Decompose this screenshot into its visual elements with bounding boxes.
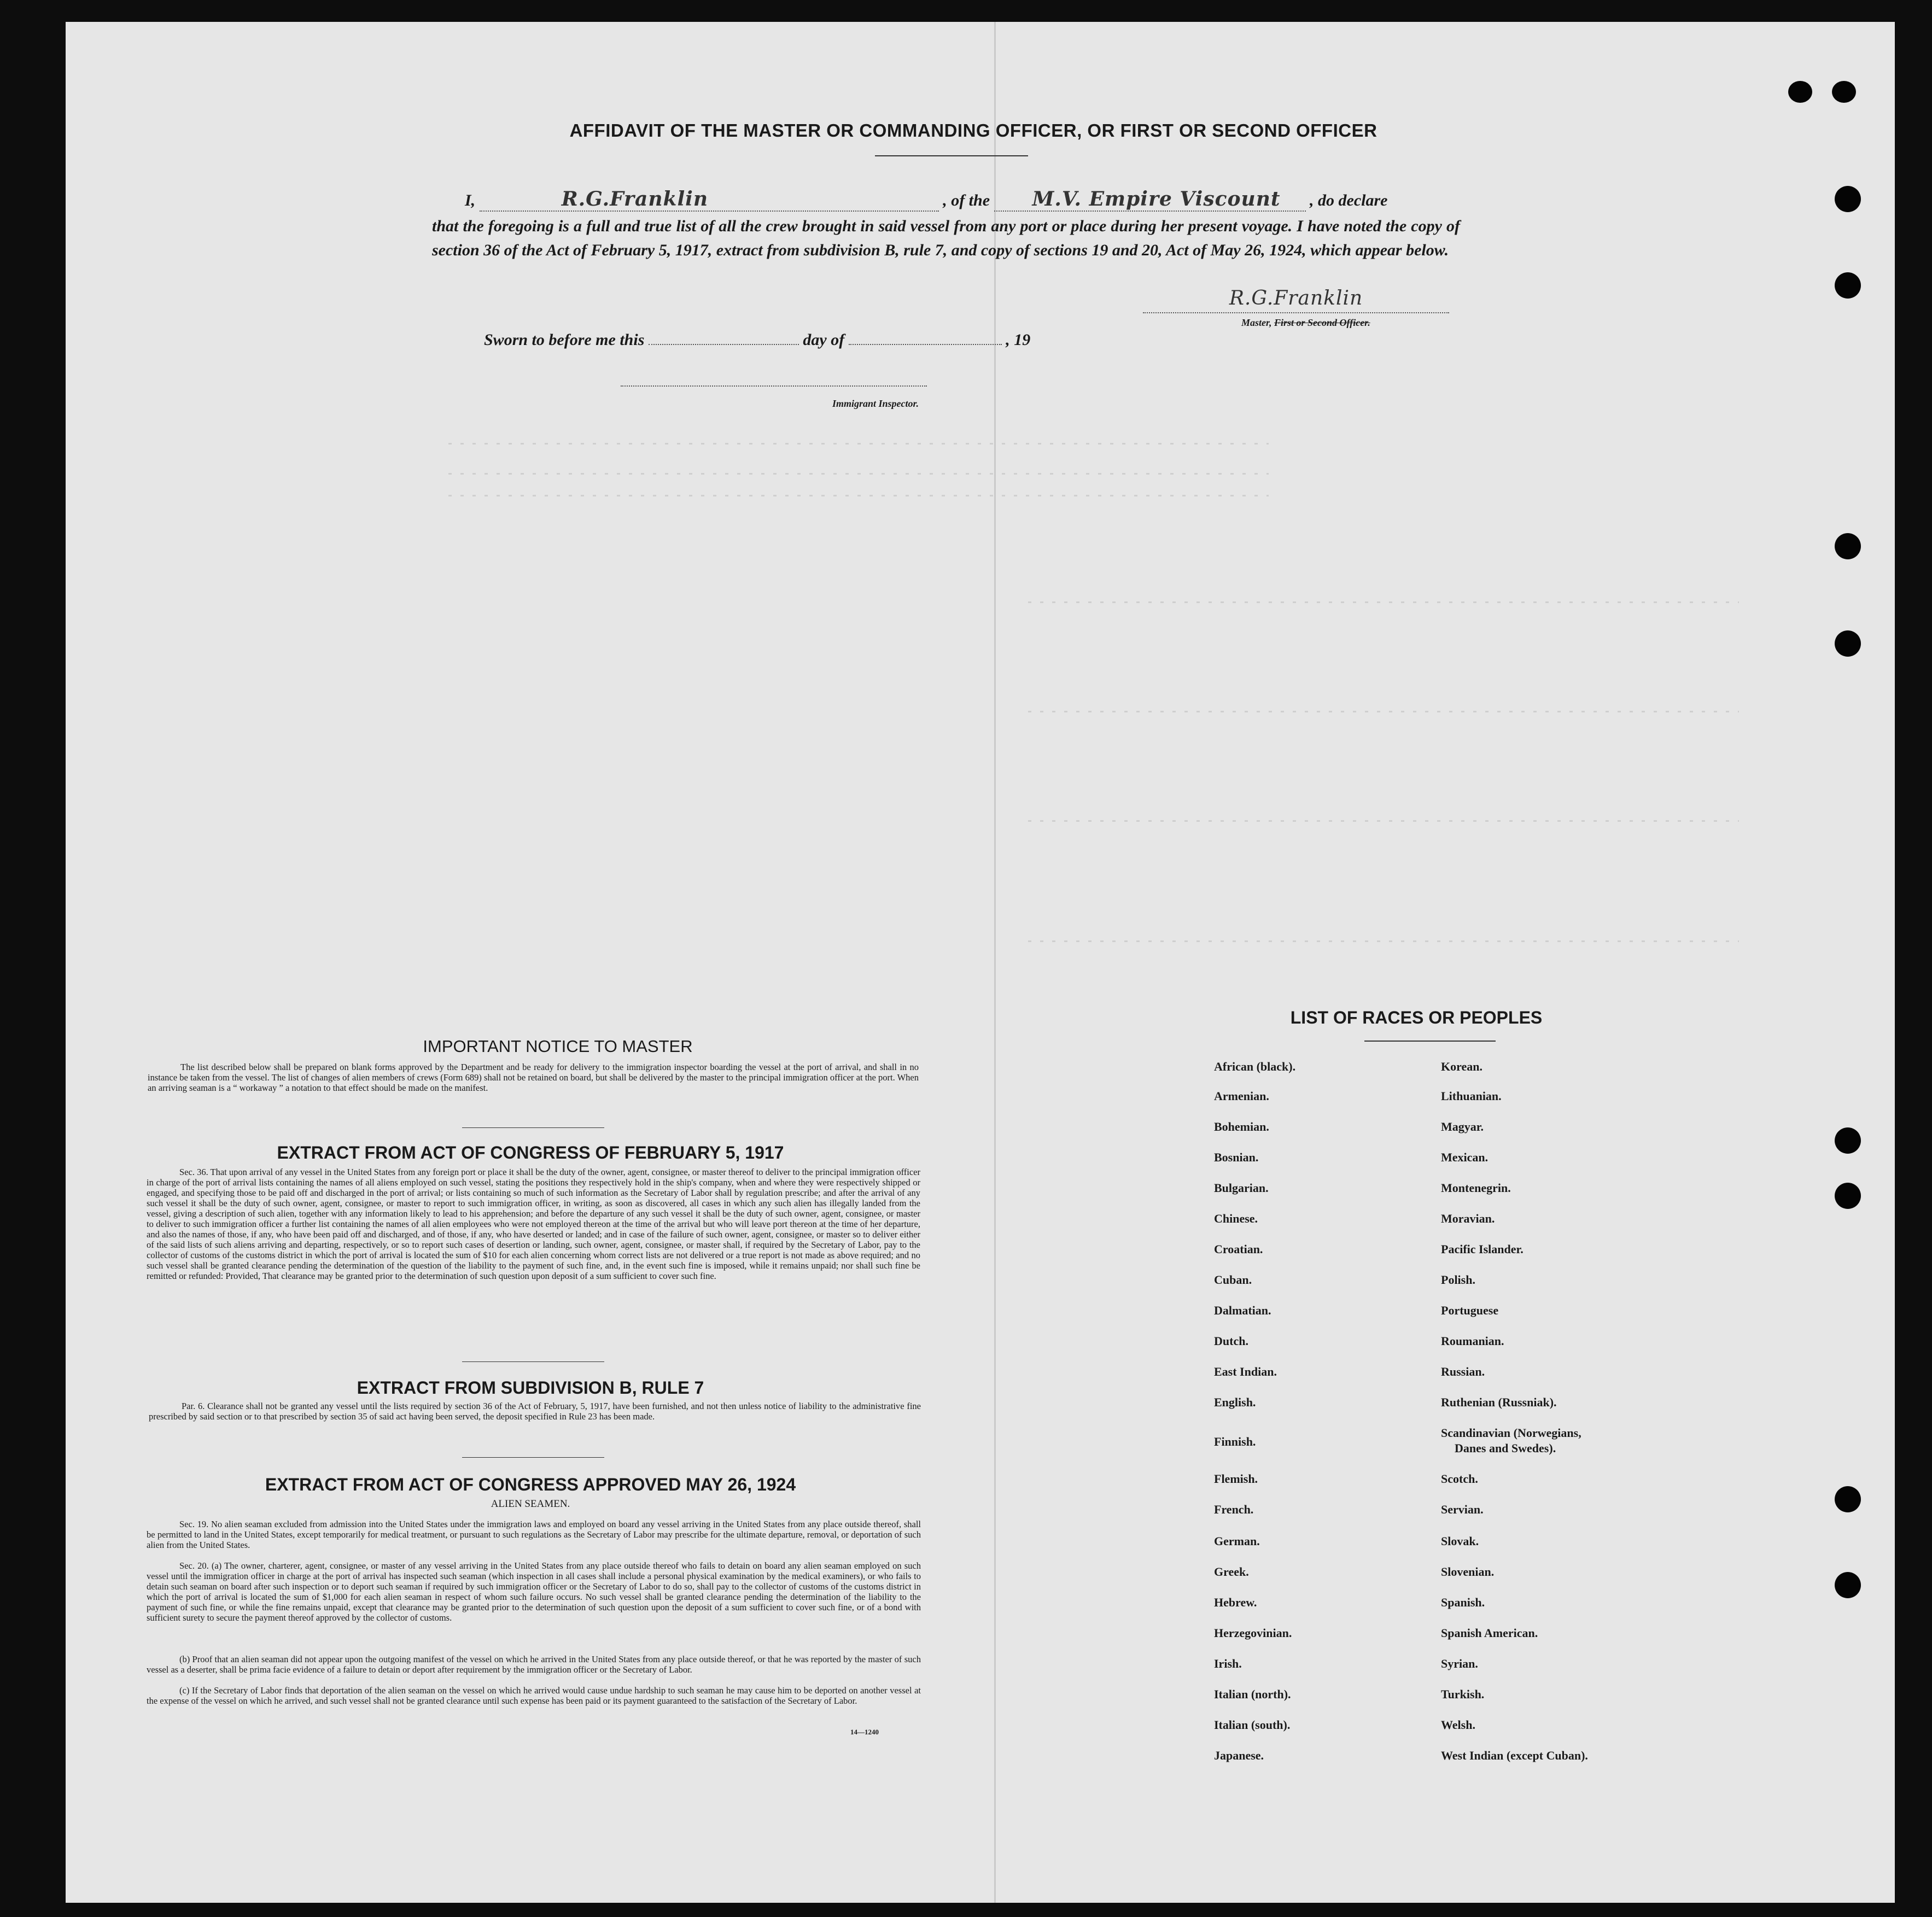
race-item: Finnish.: [1214, 1435, 1256, 1448]
bleed-through-row: [448, 473, 1269, 475]
punch-hole: [1835, 1127, 1861, 1154]
affidavit-line1: [465, 188, 1460, 212]
race-item: Cuban.: [1214, 1273, 1252, 1287]
race-item: Moravian.: [1441, 1212, 1495, 1225]
race-item: Turkish.: [1441, 1687, 1485, 1701]
race-item: Bohemian.: [1214, 1120, 1269, 1133]
race-item: Italian (north).: [1214, 1687, 1291, 1701]
punch-hole: [1835, 186, 1861, 212]
race-item: Irish.: [1214, 1657, 1242, 1670]
extract-rule7-title: EXTRACT FROM SUBDIVISION B, RULE 7: [357, 1378, 704, 1398]
bleed-through-row: [448, 443, 1269, 445]
notice-body: The list described below shall be prepared on blank forms approved by the Department and be ready for delivery to the immigration inspector boarding the vessel at the port of arrival, and shall in no instance be taken from the vessel. The list of changes of alien members of crews (Form 689) shall not be retained on board, but shall be delivered by the master to the principal immigration officer at the port. When an arriving seaman is a “ workaway ” a notation to that effect should be made on the manifest.: [148, 1062, 919, 1093]
extract-1917-rule: [462, 1361, 604, 1362]
race-item: Flemish.: [1214, 1472, 1258, 1486]
race-item: African (black).: [1214, 1060, 1296, 1073]
day-of-label: day of: [803, 331, 845, 349]
race-item: French.: [1214, 1503, 1254, 1516]
race-item: German.: [1214, 1534, 1260, 1548]
race-item: Japanese.: [1214, 1749, 1264, 1762]
race-item: Dalmatian.: [1214, 1304, 1271, 1317]
signature-line: [1143, 287, 1449, 313]
race-item: Armenian.: [1214, 1089, 1269, 1103]
caption-master: Master,: [1241, 317, 1272, 328]
extract-1924-sec19: Sec. 19. No alien seaman excluded from admission into the United States under the immigration laws and employed on board any vessel arriving in the United States from any place outside thereof, shall be permitted to land in the United States, except temporarily for medical treatment, or pursuant to such regulations as the Secretary of Labor may prescribe for the ultimate departure, removal, or deportation of such alien from the United States.: [147, 1519, 921, 1550]
vessel-name-handwritten: M.V. Empire Viscount: [1032, 188, 1281, 211]
race-item: Ruthenian (Russniak).: [1441, 1395, 1557, 1409]
form-number: 14—1240: [850, 1728, 879, 1736]
punch-hole: [1835, 1183, 1861, 1209]
race-item: Bulgarian.: [1214, 1181, 1269, 1195]
sworn-label: Sworn to before me this: [484, 331, 645, 349]
year-label: , 19: [1006, 331, 1031, 349]
race-item: Hebrew.: [1214, 1595, 1257, 1609]
race-item: Mexican.: [1441, 1150, 1489, 1164]
race-item: Roumanian.: [1441, 1334, 1504, 1348]
race-item: Polish.: [1441, 1273, 1475, 1287]
race-item: Welsh.: [1441, 1718, 1475, 1732]
title-rule: [875, 155, 1028, 156]
vessel-name-field: [994, 188, 1306, 212]
race-item: West Indian (except Cuban).: [1441, 1749, 1588, 1762]
race-item: English.: [1214, 1395, 1256, 1409]
punch-hole: [1835, 533, 1861, 559]
punch-hole: [1835, 272, 1861, 299]
punch-hole: [1832, 81, 1856, 103]
race-item: Montenegrin.: [1441, 1181, 1511, 1195]
race-item: Italian (south).: [1214, 1718, 1291, 1732]
notice-title: IMPORTANT NOTICE TO MASTER: [423, 1037, 693, 1056]
extract-1924-sec20c: (c) If the Secretary of Labor finds that deportation of the alien seaman on the vessel on which he arrived would cause undue hardship to such seaman he may cause him to be deported on another vessel at the expense of the vessel on which he arrived, and such vessel shall not be granted clearance until such expense has been paid or its payment guaranteed to the satisfaction of the Secretary of Labor.: [147, 1685, 921, 1706]
race-item: Scandinavian (Norwegians,: [1441, 1426, 1581, 1440]
extract-1924-sec20b: (b) Proof that an alien seaman did not appear upon the outgoing manifest of the vessel on which he arrived in the United States from any place outside thereof, or that he was reported by the master of such vessel as a deserter, shall be prima facie evidence of a failure to detain or deport after requirement by the immigration officer or the Secretary of Labor.: [147, 1654, 921, 1675]
bleed-through-row: [1028, 820, 1739, 822]
race-item: Dutch.: [1214, 1334, 1248, 1348]
race-item: Syrian.: [1441, 1657, 1478, 1670]
signature-caption: [1241, 317, 1370, 329]
master-name-handwritten: R.G.Franklin: [561, 188, 708, 211]
race-item: Magyar.: [1441, 1120, 1484, 1133]
page-fold: [994, 22, 996, 1903]
signature-handwritten: R.G.Franklin: [1229, 287, 1363, 309]
bleed-through-row: [1028, 711, 1739, 712]
do-declare-label: , do declare: [1310, 191, 1388, 209]
punch-hole: [1835, 1572, 1861, 1598]
race-item: Korean.: [1441, 1060, 1482, 1073]
sworn-date-field: [649, 344, 799, 345]
punch-hole: [1835, 1486, 1861, 1512]
race-item: Russian.: [1441, 1365, 1485, 1378]
inspector-signature-line: [621, 385, 927, 387]
race-item: Spanish American.: [1441, 1626, 1538, 1640]
i-label: I,: [465, 191, 476, 209]
race-item: Spanish.: [1441, 1595, 1485, 1609]
bleed-through-row: [1028, 601, 1739, 603]
race-item: Slovak.: [1441, 1534, 1479, 1548]
inspector-caption: Immigrant Inspector.: [832, 398, 919, 409]
extract-1917-body: Sec. 36. That upon arrival of any vessel in the United States from any foreign port or place it shall be the duty of the owner, agent, consignee, or master thereof to deliver to the principal immigration officer in charge of the port of arrival lists containing the names of all aliens employed on such vessel, stating the positions they respectively hold in the ship's company, when and where they were respectively shipped or engaged, and specifying those to be paid off and discharged in the port of arrival; or lists containing so much of such information as the Secretary of Labor shall by regulation prescribe; and after the arrival of any such vessel it shall be the duty of such owner, agent, consignee, or master to report to such immigration officer, in writing, as soon as discovered, all cases in which any such alien has illegally landed from the vessel, giving a description of such alien, together with any information likely to lead to his apprehension; and before the departure of any such vessel it shall be the duty of such owner, agent, consignee, or master to deliver to such immigration officer a further list containing the names of all alien employees who were not employed thereon at the time of the arrival but who will leave port thereon at the time of her departure, and also the names of those, if any, who have been paid off and discharged, and of those, if any, who have deserted or landed; and in case of the failure of such owner, agent, consignee, or master so to deliver either of the said lists of such aliens arriving and departing, respectively, or so to report such cases of desertion or landing, such owner, agent, consignee, or master shall, if required by the Secretary of Labor, pay to the collector of customs of the customs district in which the port of arrival is located the sum of $10 for each alien concerning whom correct lists are not delivered or a true report is not made as above required; and no such vessel shall be granted clearance pending the determination of the question of the liability to the payment of such fine, and, in the event such fine is imposed, while it remains unpaid; nor shall such fine be remitted or refunded: Provided, That clearance may be granted prior to the determination of such question upon deposit of a sum sufficient to cover such fine.: [147, 1167, 920, 1281]
race-item: Croatian.: [1214, 1242, 1263, 1256]
affidavit-title: AFFIDAVIT OF THE MASTER OR COMMANDING OFFICER, OR FIRST OR SECOND OFFICER: [569, 120, 1378, 141]
races-rule: [1364, 1041, 1496, 1042]
race-item: Pacific Islander.: [1441, 1242, 1524, 1256]
race-item: Greek.: [1214, 1565, 1249, 1579]
race-item: Scotch.: [1441, 1472, 1478, 1486]
extract-rule7-rule: [462, 1457, 604, 1458]
extract-1924-sec20a: Sec. 20. (a) The owner, charterer, agent, consignee, or master of any vessel arriving in the United States from any place outside thereof who fails to detain on board any alien seaman employed on such vessel until the immigration officer in charge at the port of arrival has inspected such seaman (which inspection in all cases shall include a personal physical examination by the medical examiners), or who fails to detain such seaman on board after such inspection or to deport such seaman if required by such immigration officer or the Secretary of Labor to do so, shall pay to the collector of customs of the customs district in which the port of arrival is located the sum of $1,000 for each alien seaman in respect of whom such failure occurs. No such vessel shall be granted clearance pending the determination of the liability to the payment of such fine, or while the fine remains unpaid, except that clearance may be granted prior to the determination of such question upon the deposit of a sum sufficient to cover such fine, or of a bond with sufficient surety to secure the payment thereof approved by the collector of customs.: [147, 1561, 921, 1623]
race-item: Lithuanian.: [1441, 1089, 1502, 1103]
extract-1917-title: EXTRACT FROM ACT OF CONGRESS OF FEBRUARY 5, 1917: [277, 1143, 784, 1162]
race-item: Bosnian.: [1214, 1150, 1259, 1164]
race-item: Herzegovinian.: [1214, 1626, 1292, 1640]
punch-hole: [1788, 81, 1812, 103]
race-item-continuation: Danes and Swedes).: [1455, 1441, 1556, 1455]
caption-struck-officer: First or Second Officer.: [1274, 317, 1370, 328]
race-item: East Indian.: [1214, 1365, 1277, 1378]
extract-1924-title: EXTRACT FROM ACT OF CONGRESS APPROVED MAY 26, 1924: [265, 1475, 796, 1494]
extract-1924-subtitle: ALIEN SEAMEN.: [491, 1498, 570, 1510]
sworn-line: [484, 331, 1030, 349]
punch-hole: [1835, 630, 1861, 657]
race-item: Slovenian.: [1441, 1565, 1495, 1579]
affidavit-body: that the foregoing is a full and true list of all the crew brought in said vessel from any port or place during her present voyage. I have noted the copy of section 36 of the Act of February 5, 1917, extract from subdivision B, rule 7, and copy of sections 19 and 20, Act of May 26, 1924, which appear below.: [432, 217, 1460, 259]
bleed-through-row: [448, 495, 1269, 496]
race-item: Servian.: [1441, 1503, 1484, 1516]
master-name-field: [480, 188, 939, 212]
sworn-month-field: [849, 344, 1002, 345]
bleed-through-row: [1028, 940, 1739, 942]
of-the-label: , of the: [943, 191, 990, 209]
races-title: LIST OF RACES OR PEOPLES: [1290, 1008, 1543, 1027]
notice-rule: [462, 1127, 604, 1128]
extract-rule7-body: Par. 6. Clearance shall not be granted any vessel until the lists required by section 36 of the Act of February, 5, 1917, have been furnished, and not then unless notice of liability to the administrative fine prescribed by said section or to that prescribed by section 35 of said act having been served, the deposit specified in Rule 23 has been made.: [149, 1401, 921, 1422]
race-item: Portuguese: [1441, 1304, 1499, 1317]
race-item: Chinese.: [1214, 1212, 1258, 1225]
